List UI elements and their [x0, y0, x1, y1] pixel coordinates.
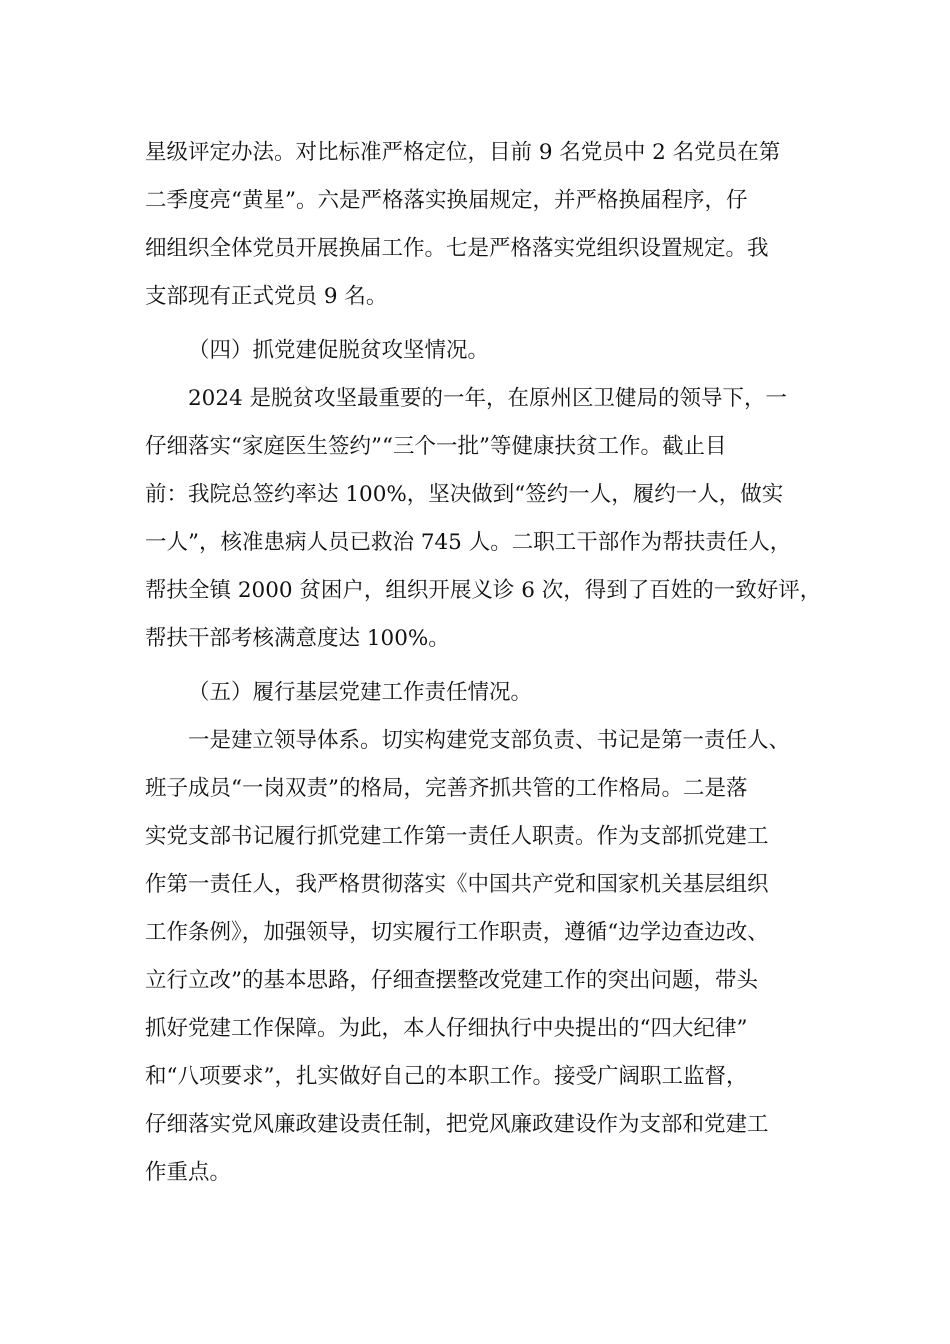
- body-text-line: 实党支部书记履行抓党建工作第一责任人职责。作为支部抓党建工: [145, 824, 769, 849]
- body-text-line: 支部现有正式党员 9 名。: [145, 284, 388, 309]
- body-text-line: 仔细落实“家庭医生签约”“三个一批”等健康扶贫工作。截止目: [145, 434, 727, 459]
- body-text-line: 仔细落实党风廉政建设责任制，把党风廉政建设作为支部和党建工: [145, 1112, 769, 1137]
- section-heading-four: （四）抓党建促脱贫攻坚情况。: [188, 338, 490, 363]
- body-text-line: 和“八项要求”，扎实做好自己的本职工作。接受广阔职工监督，: [145, 1064, 748, 1089]
- body-text-line: 星级评定办法。对比标准严格定位，目前 9 名党员中 2 名党员在第: [145, 140, 781, 165]
- body-text-line: 二季度亮“黄星”。六是严格落实换届规定，并严格换届程序，仔: [145, 188, 748, 213]
- body-text-line: 班子成员“一岗双责”的格局，完善齐抓共管的工作格局。二是落: [145, 776, 748, 801]
- body-text-line: 一人”，核准患病人员已救治 745 人。二职工干部作为帮扶责任人，: [145, 530, 792, 555]
- body-text-line: 抓好党建工作保障。为此，本人仔细执行中央提出的“四大纪律”: [145, 1016, 748, 1041]
- body-text-line: 作第一责任人，我严格贯彻落实《中国共产党和国家机关基层组织: [145, 872, 769, 897]
- body-text-line: 前：我院总签约率达 100%，坚决做到“签约一人，履约一人，做实: [145, 482, 784, 507]
- body-text-line: 立行立改”的基本思路，仔细查摆整改党建工作的突出问题，带头: [145, 968, 758, 993]
- body-text-line: 作重点。: [145, 1160, 232, 1185]
- paragraph-first-line: 2024 是脱贫攻坚最重要的一年，在原州区卫健局的领导下，一: [188, 386, 788, 411]
- paragraph-first-line: 一是建立领导体系。切实构建党支部负责、书记是第一责任人、: [188, 728, 791, 753]
- body-text-line: 帮扶全镇 2000 贫困户，组织开展义诊 6 次，得到了百姓的一致好评，: [145, 578, 822, 603]
- body-text-line: 细组织全体党员开展换届工作。七是严格落实党组织设置规定。我: [145, 236, 769, 261]
- body-text-line: 帮扶干部考核满意度达 100%。: [145, 626, 450, 651]
- body-text-line: 工作条例》，加强领导，切实履行工作职责，遵循“边学边查边改、: [145, 920, 769, 945]
- section-heading-five: （五）履行基层党建工作责任情况。: [188, 680, 533, 705]
